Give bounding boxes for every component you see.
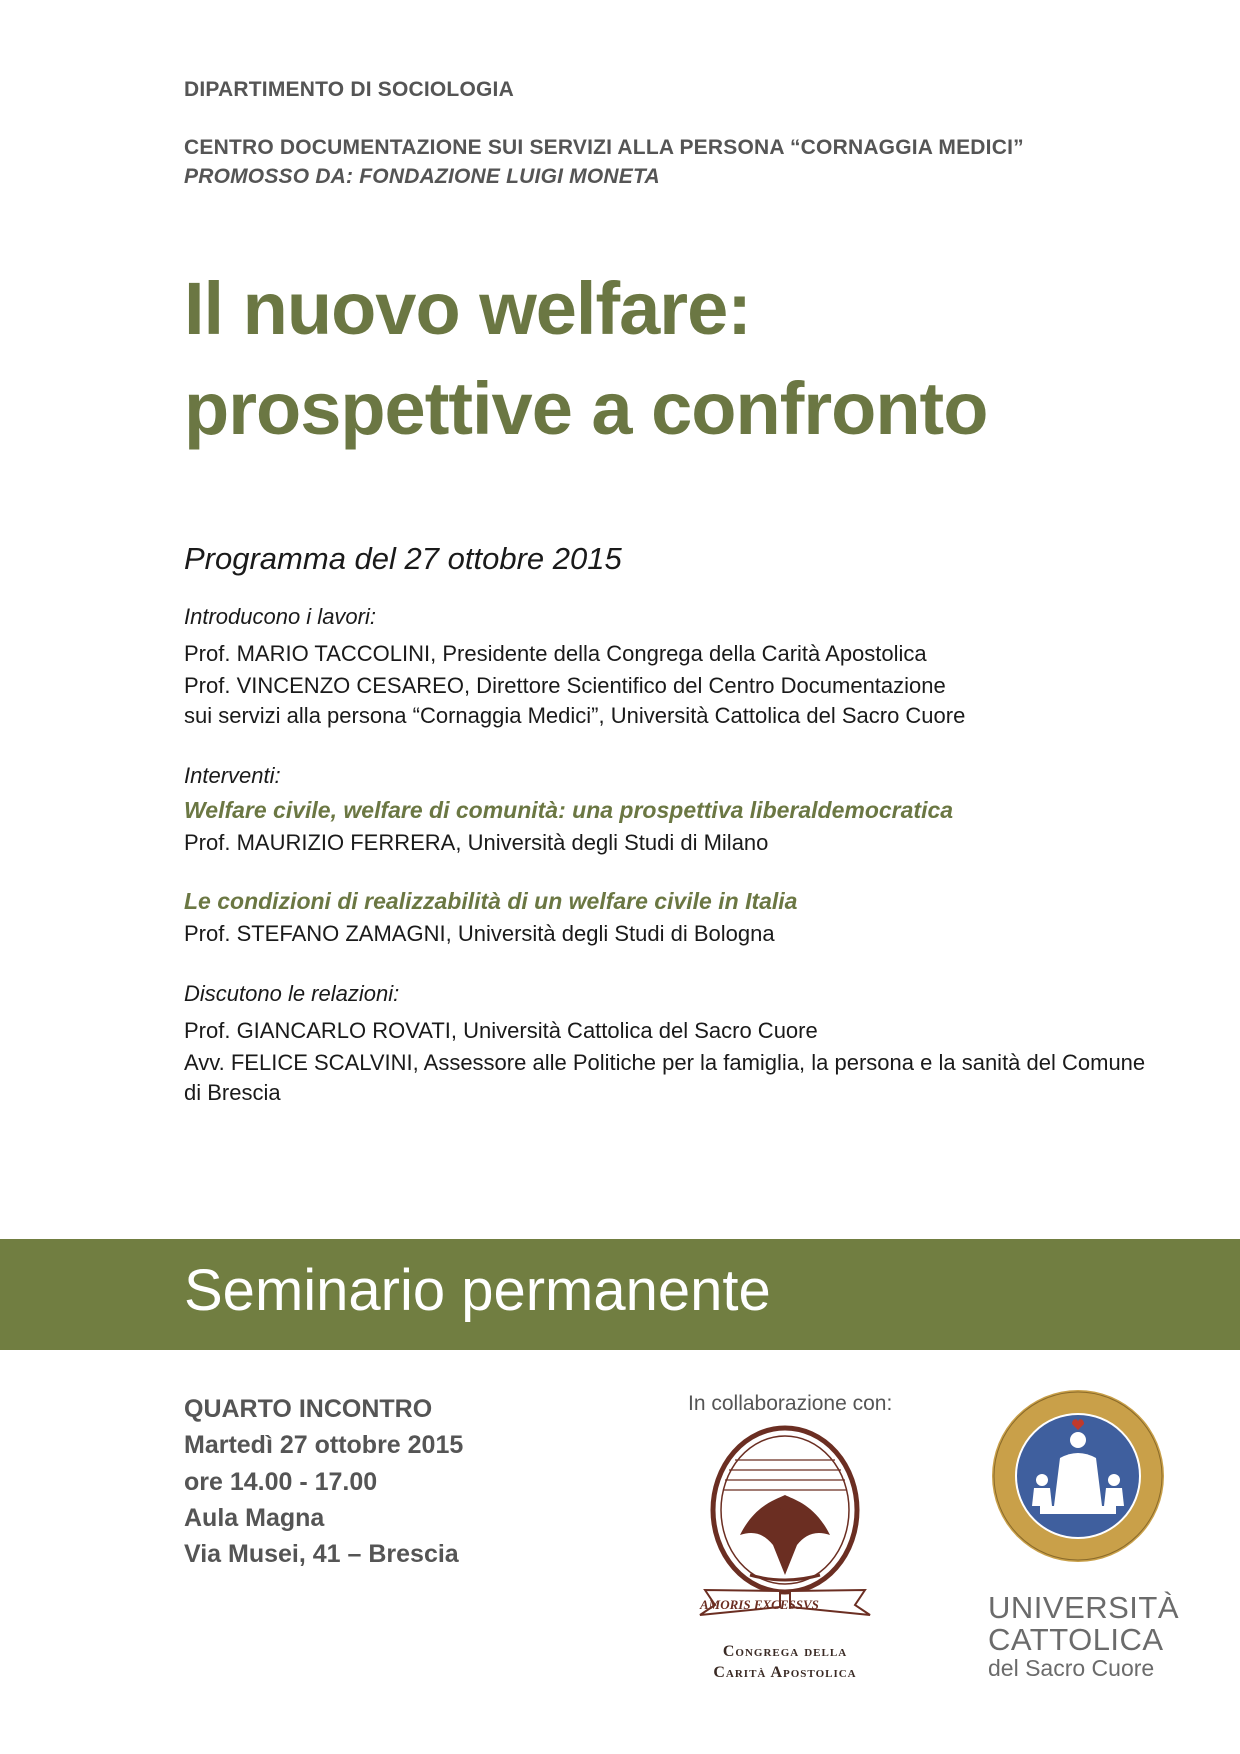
- congrega-logo-icon: [695, 1425, 875, 1625]
- intro-line: [184, 703, 965, 729]
- ucsc-seal-text: [1000, 1400, 1150, 1550]
- ucsc-name-line3: del Sacro Cuore: [988, 1655, 1155, 1681]
- event-room: Aula Magna: [184, 1504, 325, 1532]
- intro-line: [184, 673, 946, 699]
- congrega-name-line1: Congrega della: [722, 1643, 848, 1660]
- congrega-name-line2: Carità Apostolica: [713, 1664, 857, 1681]
- discuss-label: Discutono le relazioni:: [184, 981, 400, 1006]
- speaker-affiliation: , Università degli Studi di Milano: [455, 830, 769, 855]
- speaker-role: , Presidente della Congrega della Carità Apostolica: [430, 641, 927, 666]
- centre-name: CENTRO DOCUMENTAZIONE SUI SERVIZI ALLA PERSONA “CORNAGGIA MEDICI”: [184, 136, 1024, 159]
- discussant-line: [184, 1018, 818, 1044]
- discussant-line: [184, 1080, 281, 1106]
- seminar-band-title: Seminario permanente: [184, 1258, 771, 1323]
- speaker-name: Avv. FELICE SCALVINI: [184, 1050, 413, 1075]
- speaker-role: di Brescia: [184, 1080, 281, 1105]
- event-time: ore 14.00 - 17.00: [184, 1468, 378, 1496]
- ucsc-name-line1: UNIVERSITÀ: [988, 1590, 1180, 1625]
- department-name: DIPARTIMENTO DI SOCIOLOGIA: [184, 78, 514, 101]
- event-address: Via Musei, 41 – Brescia: [184, 1540, 459, 1568]
- ucsc-name-line2: CATTOLICA: [988, 1622, 1164, 1657]
- event-date: Martedì 27 ottobre 2015: [184, 1431, 464, 1459]
- page-title-line1: Il nuovo welfare:: [184, 267, 751, 350]
- promoter-line: PROMOSSO DA: FONDAZIONE LUIGI MONETA: [184, 165, 660, 188]
- congrega-motto: [700, 1597, 819, 1613]
- programme-heading: Programma del 27 ottobre 2015: [184, 541, 622, 576]
- speaker-name: Prof. GIANCARLO ROVATI: [184, 1018, 451, 1043]
- speaker-role: , Direttore Scientifico del Centro Documentazione: [463, 673, 946, 698]
- talk-speaker: [184, 830, 768, 856]
- speaker-name: Prof. MARIO TACCOLINI: [184, 641, 431, 666]
- talk-title: Welfare civile, welfare di comunità: una prospettiva liberaldemocratica: [184, 797, 954, 823]
- speaker-name: Prof. MAURIZIO FERRERA: [184, 830, 456, 855]
- intro-label: Introducono i lavori:: [184, 604, 376, 629]
- speaker-name: Prof. VINCENZO CESAREO: [184, 673, 464, 698]
- page-title-line2: prospettive a confronto: [184, 367, 988, 450]
- discussant-line: [184, 1050, 1145, 1076]
- intro-line: [184, 641, 927, 667]
- congrega-motto-text: AMORIS EXCESSVS: [700, 1597, 819, 1612]
- speaker-role: , Università Cattolica del Sacro Cuore: [450, 1018, 818, 1043]
- collaboration-label: In collaborazione con:: [688, 1392, 893, 1415]
- speaker-name: Prof. STEFANO ZAMAGNI: [184, 921, 446, 946]
- speaker-role: sui servizi alla persona “Cornaggia Medici”, Università Cattolica del Sacro Cuore: [184, 703, 966, 728]
- speaker-role: , Assessore alle Politiche per la famiglia, la persona e la sanità del Comune: [412, 1050, 1146, 1075]
- meeting-number: QUARTO INCONTRO: [184, 1395, 433, 1423]
- talks-label: Interventi:: [184, 763, 281, 788]
- talk-speaker: [184, 921, 775, 947]
- talk-title: Le condizioni di realizzabilità di un welfare civile in Italia: [184, 888, 798, 914]
- ucsc-seal-motto: [1000, 1400, 1028, 1401]
- speaker-affiliation: , Università degli Studi di Bologna: [445, 921, 775, 946]
